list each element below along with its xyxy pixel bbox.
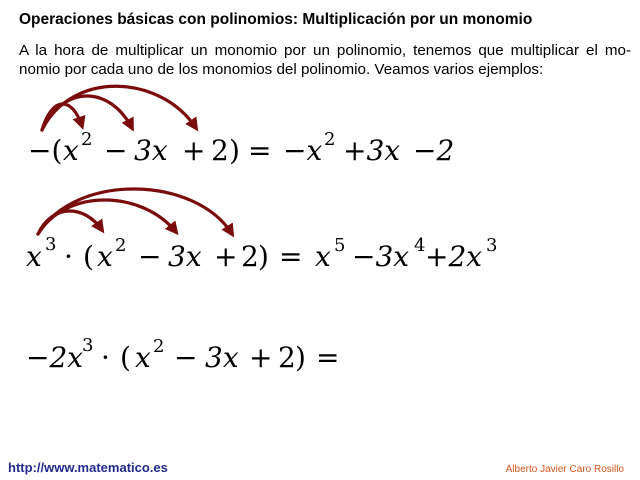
ex2-exp: 2 [115, 235, 127, 256]
ex3-x: x [135, 341, 151, 374]
ex3-dot: · [101, 341, 110, 374]
ex1-close: ) [229, 134, 240, 167]
ex3-mono: −2x [26, 341, 84, 374]
ex2-rhs-t3: +2x [425, 240, 483, 273]
ex2-dot: · [64, 240, 73, 273]
ex3-eq: = [316, 341, 340, 374]
ex2-open: ( [83, 240, 94, 273]
ex2-mono: x [26, 240, 42, 273]
ex1-plus: + [182, 134, 206, 167]
ex1-minus: − [104, 134, 128, 167]
example-1 [28, 129, 454, 167]
ex2-rhs-e3: 3 [486, 235, 498, 256]
ex3-plus: + [249, 341, 273, 374]
ex1-rhs-e1: 2 [324, 129, 336, 150]
ex2-rhs-t1: x [315, 240, 331, 273]
ex1-x: x [63, 134, 79, 167]
ex3-const: 2 [278, 341, 296, 374]
ex3-open: ( [120, 341, 131, 374]
ex3-minus: − [174, 341, 198, 374]
ex2-close: ) [258, 240, 269, 273]
ex1-rhs-t3: −2 [413, 134, 455, 167]
ex2-rhs-e1: 5 [334, 235, 346, 256]
ex1-eq: = [248, 134, 272, 167]
intro-line-2: nomio por cada uno de los monomios del polinomio. Veamos varios ejemplos: [19, 61, 544, 78]
page-title: Operaciones básicas con polinomios: Multiplicación por un monomio [19, 11, 533, 28]
ex2-eq: = [279, 240, 303, 273]
example-3 [26, 335, 339, 374]
example-1-arrows [42, 86, 196, 130]
ex1-coef: 3x [134, 134, 168, 167]
ex1-exp: 2 [81, 129, 93, 150]
ex1-const: 2 [211, 134, 229, 167]
ex2-coef: 3x [168, 240, 202, 273]
ex3-coef: 3x [205, 341, 239, 374]
ex1-rhs-t2: +3x [343, 134, 401, 167]
example-2-arrows [38, 189, 232, 234]
ex2-rhs-t2: −3x [352, 240, 410, 273]
intro-line-1: A la hora de multiplicar un monomio por un polinomio, tenemos que multiplicar el mo- [19, 42, 631, 59]
ex1-open: −( [28, 134, 63, 167]
ex2-plus: + [214, 240, 238, 273]
ex2-minus: − [138, 240, 162, 273]
ex3-monoexp: 3 [82, 335, 94, 356]
ex2-rhs-e2: 4 [414, 235, 426, 256]
ex2-x: x [97, 240, 113, 273]
ex2-monoexp: 3 [45, 234, 57, 255]
ex1-rhs-t1: −x [283, 134, 323, 167]
ex3-close: ) [295, 341, 306, 374]
website-link[interactable]: http://www.matematico.es [8, 460, 168, 475]
ex3-exp: 2 [153, 336, 165, 357]
author-credit: Alberto Javier Caro Rosillo [505, 464, 624, 475]
example-2 [26, 234, 497, 273]
arrow-2b [38, 200, 176, 234]
ex2-const: 2 [241, 240, 259, 273]
